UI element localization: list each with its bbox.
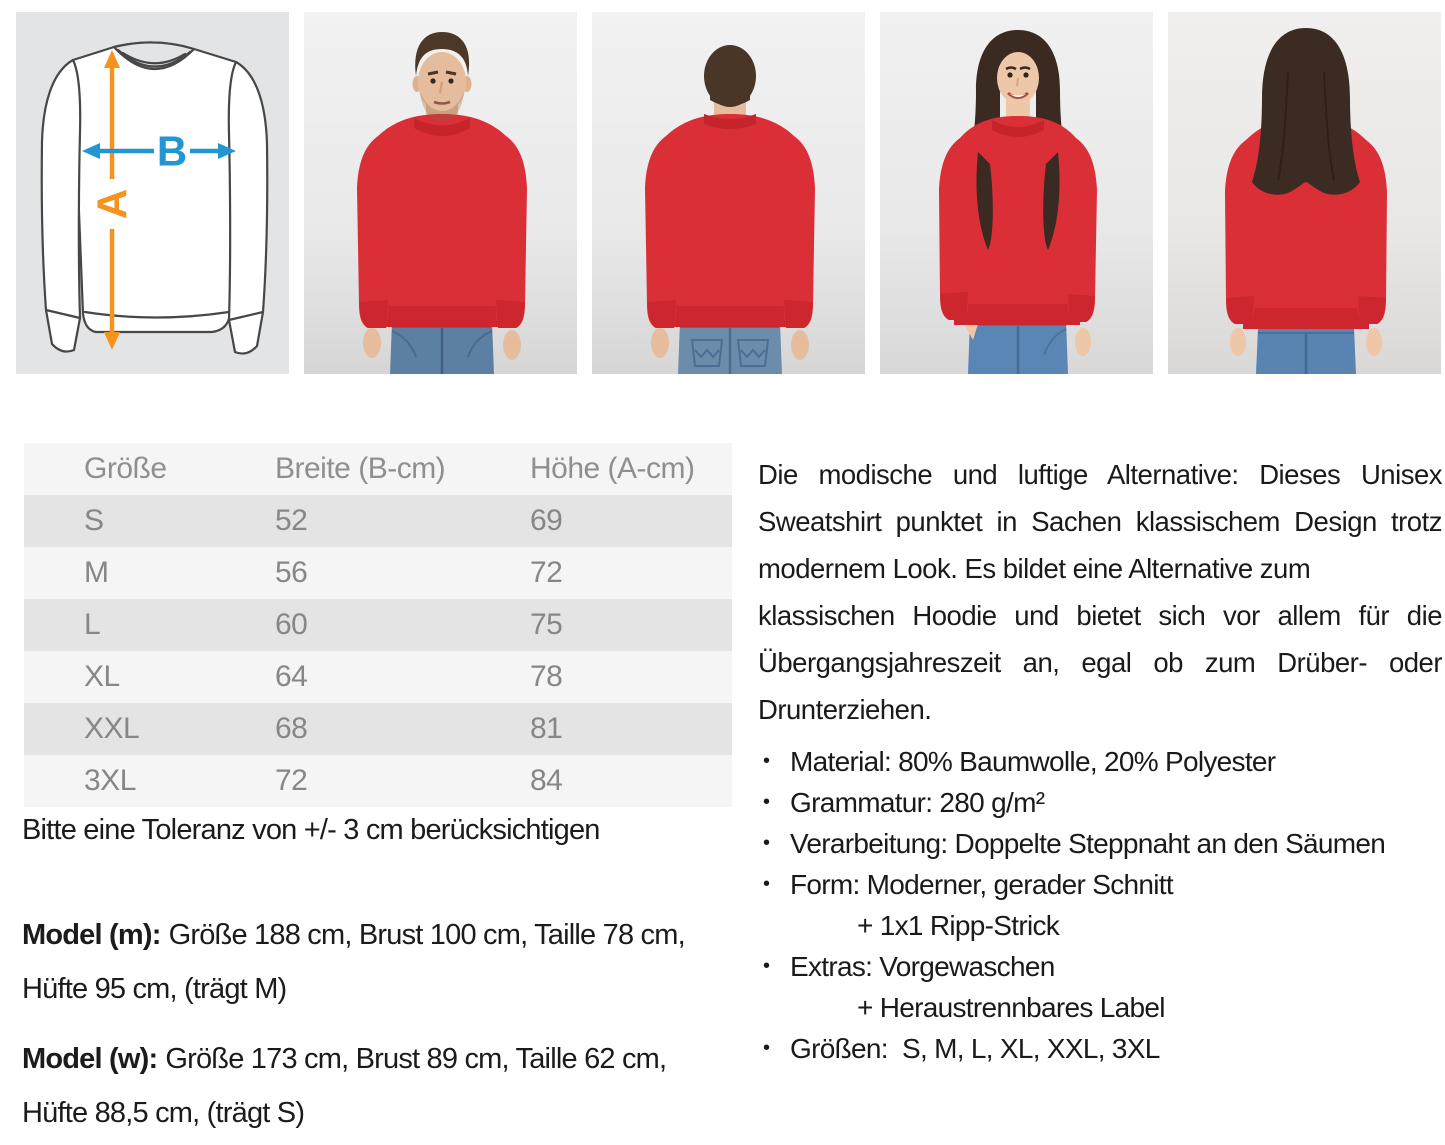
photo-woman-back bbox=[1168, 12, 1441, 374]
size-table-row-l bbox=[24, 599, 732, 651]
description-line: Übergangsjahreszeit an, egal ob zum Drüber- oder bbox=[758, 647, 1442, 678]
man-back-illustration bbox=[592, 12, 865, 374]
description-line: Drunterziehen. bbox=[758, 694, 932, 725]
size-table bbox=[24, 443, 732, 807]
sweatshirt-measurement-diagram bbox=[16, 12, 289, 374]
table-cell: 84 bbox=[530, 764, 563, 797]
tolerance-note: Bitte eine Toleranz von +/- 3 cm berücksichtigen bbox=[22, 814, 600, 846]
woman-front-illustration bbox=[880, 12, 1153, 374]
table-cell: 60 bbox=[275, 608, 308, 641]
photo-man-front bbox=[304, 12, 577, 374]
label-B: B bbox=[156, 127, 188, 175]
table-cell: 52 bbox=[275, 504, 308, 537]
bullet-dot: • bbox=[763, 1037, 770, 1059]
table-cell: XXL bbox=[84, 712, 140, 745]
table-cell: 3XL bbox=[84, 764, 136, 797]
feature-item-form-continuation: + 1x1 Ripp-Strick bbox=[857, 910, 1060, 941]
model-w-text: Größe 173 cm, Brust 89 cm, Taille 62 cm, Hüfte 88,5 cm, (trägt S) bbox=[22, 1043, 667, 1129]
description-line: Sweatshirt punktet in Sachen klassischem Design trotz bbox=[758, 506, 1442, 537]
table-cell: 69 bbox=[530, 504, 563, 537]
photo-woman-front bbox=[880, 12, 1153, 374]
bullet-dot: • bbox=[763, 832, 770, 854]
column-header-hoehe: Höhe (A-cm) bbox=[530, 452, 695, 485]
feature-item-extras: • Extras: Vorgewaschen bbox=[758, 946, 1444, 987]
model-w-label: Model (w): bbox=[22, 1043, 158, 1075]
size-table-row-s bbox=[24, 495, 732, 547]
table-cell: L bbox=[84, 608, 101, 641]
model-w-note bbox=[22, 1032, 727, 1140]
table-cell: 68 bbox=[275, 712, 308, 745]
description-line: Die modische und luftige Alternative: Dieses Unisex bbox=[758, 459, 1442, 490]
model-m-label: Model (m): bbox=[22, 919, 161, 951]
table-cell: 78 bbox=[530, 660, 563, 693]
feature-item-groessen: • Größen: S, M, L, XL, XXL, 3XL bbox=[758, 1028, 1444, 1069]
table-cell: 72 bbox=[275, 764, 308, 797]
bullet-dot: • bbox=[763, 955, 770, 977]
photo-man-back bbox=[592, 12, 865, 374]
feature-item-verarbeitung: • Verarbeitung: Doppelte Steppnaht an den Säumen bbox=[758, 823, 1444, 864]
woman-back-illustration bbox=[1168, 12, 1441, 374]
size-diagram-image bbox=[16, 12, 289, 374]
description-line: modernem Look. Es bildet eine Alternative zum bbox=[758, 553, 1311, 584]
model-m-note bbox=[22, 908, 727, 1016]
man-front-illustration bbox=[304, 12, 577, 374]
table-cell: M bbox=[84, 556, 109, 589]
column-header-breite: Breite (B-cm) bbox=[275, 452, 446, 485]
size-table-row-m bbox=[24, 547, 732, 599]
model-m-text: Größe 188 cm, Brust 100 cm, Taille 78 cm, Hüfte 95 cm, (trägt M) bbox=[22, 919, 685, 1005]
description-line: klassischen Hoodie und bietet sich vor allem für die bbox=[758, 600, 1442, 631]
product-description bbox=[758, 451, 1442, 733]
size-table-row-3xl bbox=[24, 755, 732, 807]
table-cell: S bbox=[84, 504, 104, 537]
table-cell: 64 bbox=[275, 660, 308, 693]
feature-item-grammatur: • Grammatur: 280 g/m² bbox=[758, 782, 1444, 823]
size-table-row-xl bbox=[24, 651, 732, 703]
bullet-dot: • bbox=[763, 873, 770, 895]
table-cell: 56 bbox=[275, 556, 308, 589]
size-table-header-row bbox=[24, 443, 732, 495]
feature-item-material: • Material: 80% Baumwolle, 20% Polyester bbox=[758, 741, 1444, 782]
table-cell: 72 bbox=[530, 556, 563, 589]
size-table-row-xxl bbox=[24, 703, 732, 755]
bullet-dot: • bbox=[763, 791, 770, 813]
table-cell: 75 bbox=[530, 608, 563, 641]
bullet-dot: • bbox=[763, 750, 770, 772]
column-header-groesse: Größe bbox=[84, 452, 167, 485]
feature-item-form: • Form: Moderner, gerader Schnitt bbox=[758, 864, 1444, 905]
table-cell: XL bbox=[84, 660, 120, 693]
product-image-strip bbox=[16, 12, 1441, 374]
feature-item-extras-continuation: + Heraustrennbares Label bbox=[857, 992, 1165, 1023]
feature-list bbox=[758, 741, 1444, 1069]
label-A: A bbox=[88, 188, 136, 220]
table-cell: 81 bbox=[530, 712, 563, 745]
